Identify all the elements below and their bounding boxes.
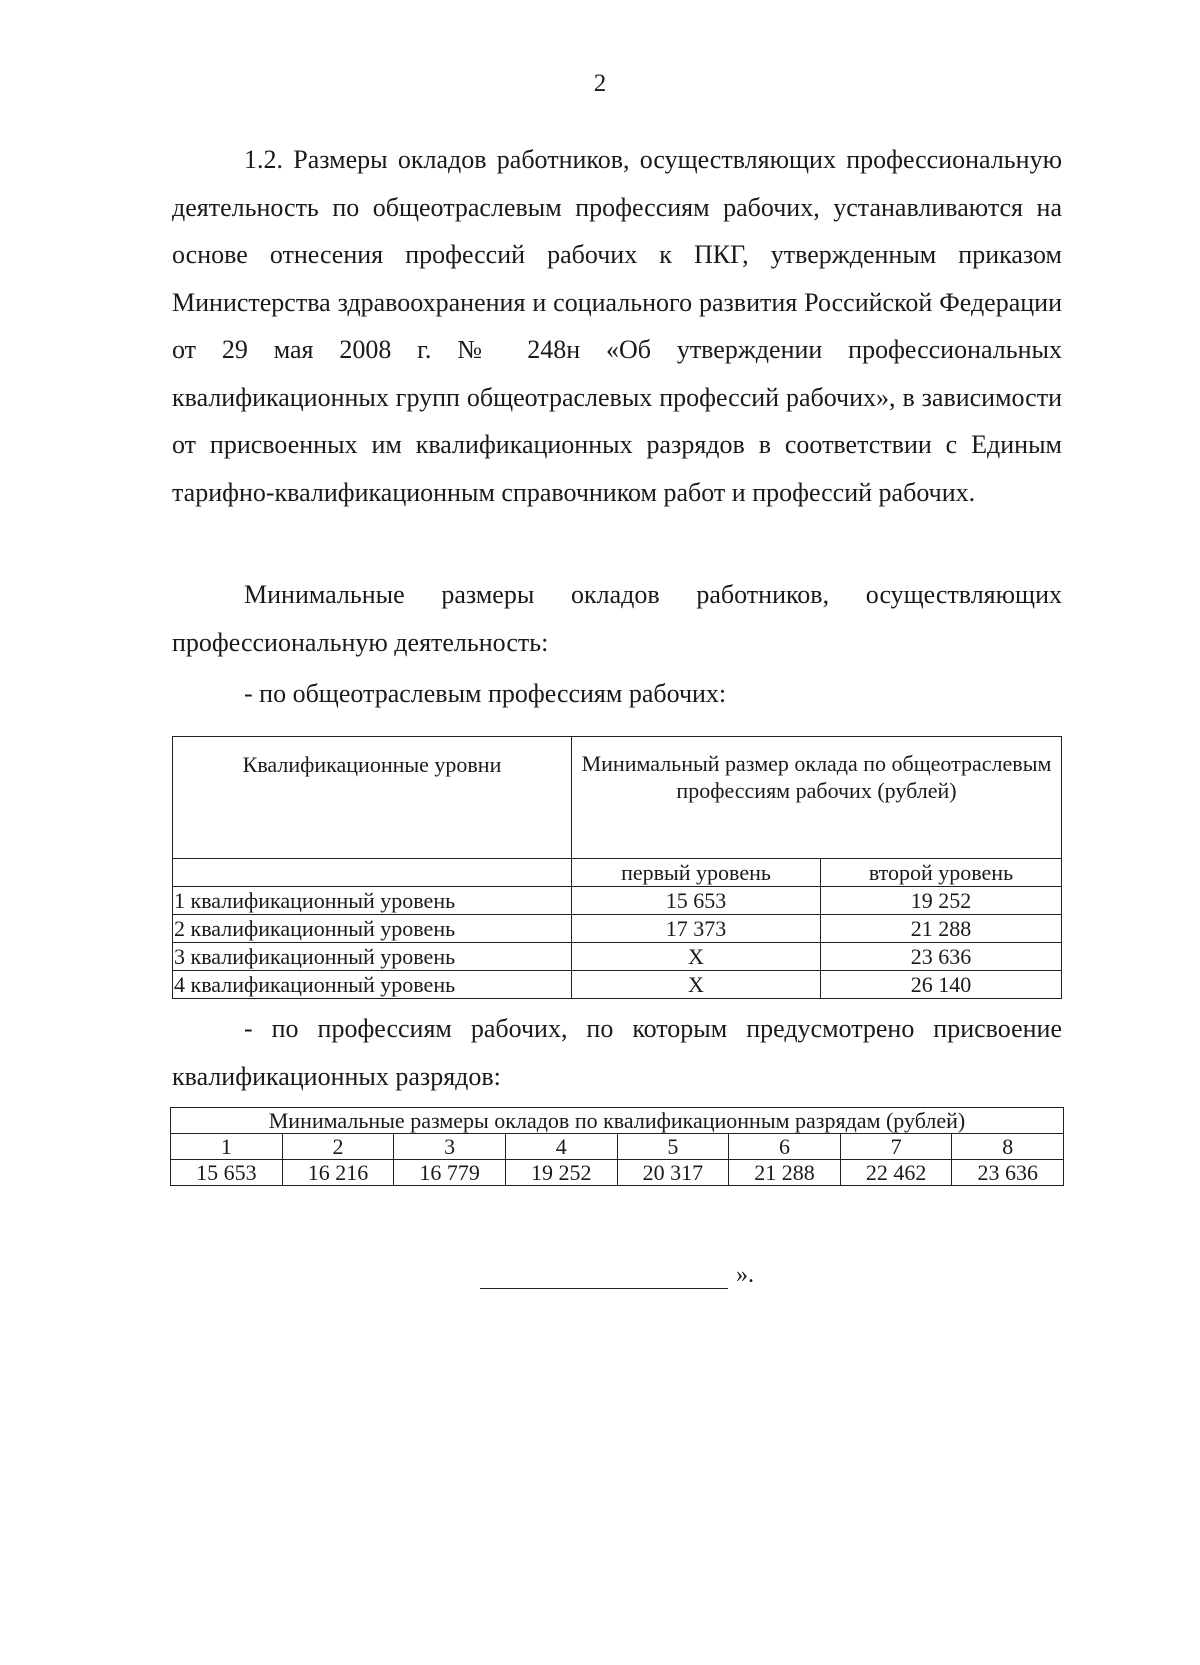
table-2-value: 21 288 [729,1160,841,1186]
table-2-value: 19 252 [505,1160,617,1186]
table-2-value: 23 636 [952,1160,1064,1186]
table-row [173,915,1062,943]
table-1-sub-header-first: первый уровень [572,859,821,887]
table-1-second: 26 140 [820,971,1061,999]
table-2-caption: Минимальные размеры окладов по квалификационным разрядам (рублей) [171,1108,1064,1134]
table-1-second: 21 288 [820,915,1061,943]
table-1-first: 17 373 [572,915,821,943]
table-row [171,1160,1064,1186]
table-row [173,971,1062,999]
table-2-grade: 4 [505,1134,617,1160]
table-2-grade: 1 [171,1134,283,1160]
table-1-blank-cell [173,859,572,887]
table-1-level: 4 квалификационный уровень [173,971,572,999]
table-qualification-levels [172,736,1062,999]
table-1-level: 2 квалификационный уровень [173,915,572,943]
table-row [173,887,1062,915]
table-1-header-left: Квалификационные уровни [173,737,572,859]
paragraph-1-text: 1.2. Размеры окладов работников, осуществляющих профессиональную деятельность по общеотраслевым профессиям рабочих, устанавливаются на основе отнесения профессий рабочих к ПКГ, утвержденным приказом Министерства здравоохранения и социального развития Российской Федерации от 29 мая 2008 г. № 248н «Об утверждении профессиональных квалификационных групп общеотраслевых профессий рабочих», в зависимости от присвоенных им квалификационных разрядов в соответствии с Единым тарифно-квалификационным справочником работ и профессий рабочих. [172,145,1062,507]
table-2-grade: 3 [394,1134,506,1160]
table-1-sub-header-second: второй уровень [820,859,1061,887]
table-2-grade: 8 [952,1134,1064,1160]
paragraph-4 [172,1005,1062,1100]
table-2-value: 15 653 [171,1160,283,1186]
closing-line [480,1262,754,1289]
table-1-second: 19 252 [820,887,1061,915]
paragraph-3 [172,670,1062,718]
table-row [171,1134,1064,1160]
table-2-value: 22 462 [840,1160,952,1186]
table-1-first: 15 653 [572,887,821,915]
table-grades [170,1107,1064,1186]
table-2-grade: 5 [617,1134,729,1160]
table-2-value: 20 317 [617,1160,729,1186]
paragraph-4-text: - по профессиям рабочих, по которым предусмотрено присвоение квалификационных разрядов: [172,1014,1062,1091]
table-2-value: 16 216 [282,1160,394,1186]
table-1-level: 3 квалификационный уровень [173,943,572,971]
page-number: 2 [593,70,607,97]
closing-quote: ». [736,1262,754,1288]
paragraph-2-text: Минимальные размеры окладов работников, осуществляющих профессиональную деятельность: [172,580,1062,657]
paragraph-1 [172,136,1062,516]
table-2-grade: 7 [840,1134,952,1160]
paragraph-3-text: - по общеотраслевым профессиям рабочих: [244,679,727,708]
paragraph-2 [172,571,1062,666]
table-1-header-right: Минимальный размер оклада по общеотраслевым профессиям рабочих (рублей) [572,737,1062,859]
table-row [173,943,1062,971]
closing-rule [480,1266,728,1289]
table-2-grade: 6 [729,1134,841,1160]
table-2-grade: 2 [282,1134,394,1160]
table-2-value: 16 779 [394,1160,506,1186]
table-1-level: 1 квалификационный уровень [173,887,572,915]
table-1-first: X [572,971,821,999]
table-1-second: 23 636 [820,943,1061,971]
table-1-first: X [572,943,821,971]
